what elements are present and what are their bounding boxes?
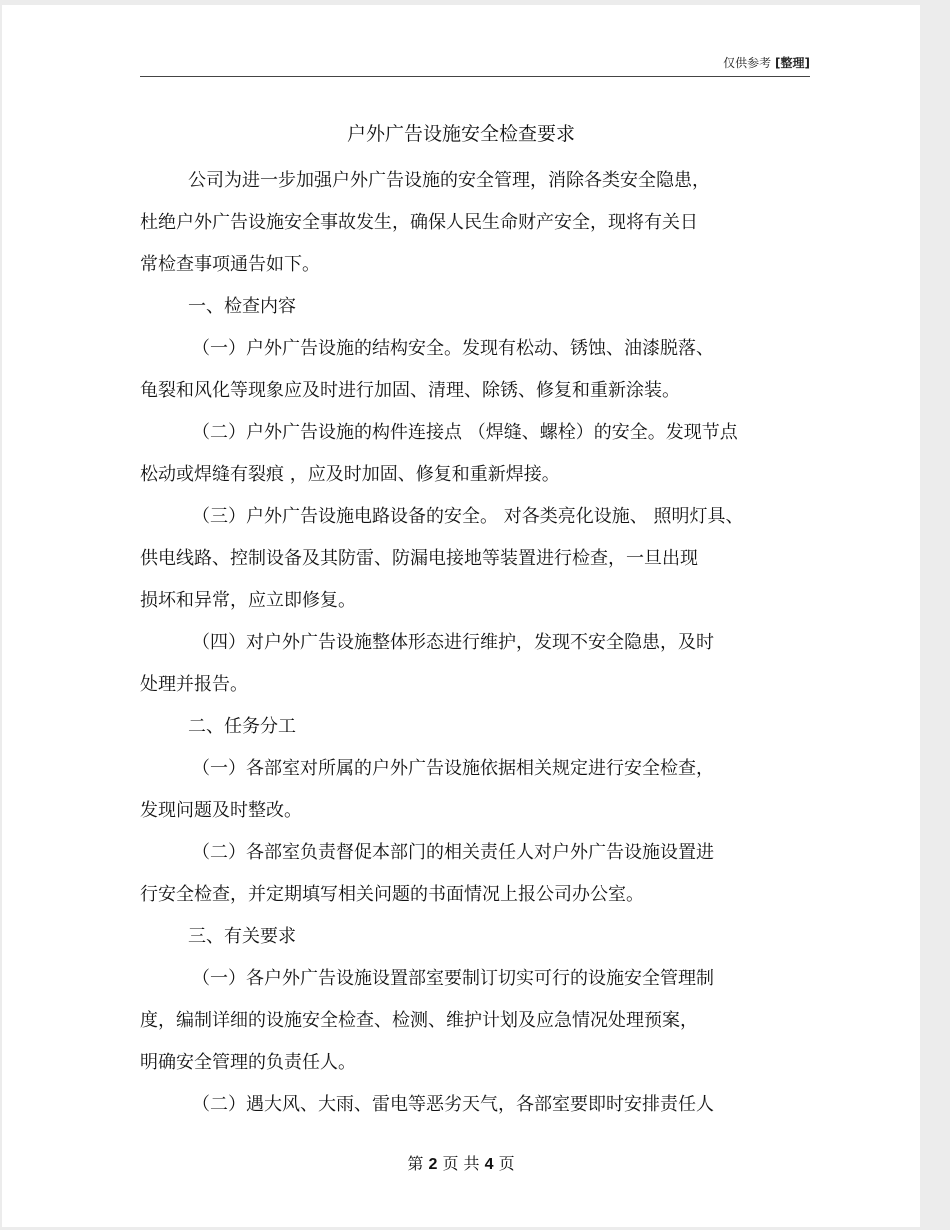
document-page xyxy=(2,5,920,1227)
text-line: （一）户外广告设施的结构安全。发现有松动、锈蚀、油漆脱落、 xyxy=(192,338,714,359)
text-line: 杜绝户外广告设施安全事故发生，确保人民生命财产安全，现将有关日 xyxy=(140,212,698,233)
footer-page-number: 2 xyxy=(428,1156,438,1173)
text-line: 龟裂和风化等现象应及时进行加固、清理、除锈、修复和重新涂装。 xyxy=(140,380,680,401)
text-line: 度，编制详细的设施安全检查、检测、维护计划及应急情况处理预案， xyxy=(140,1010,698,1031)
text-line: 处理并报告。 xyxy=(140,674,248,695)
text-line: （四）对户外广告设施整体形态进行维护，发现不安全隐患，及时 xyxy=(192,632,714,653)
text-line: 行安全检查，并定期填写相关问题的书面情况上报公司办公室。 xyxy=(140,884,644,905)
text-line: （二）户外广告设施的构件连接点 （焊缝、螺栓）的安全。发现节点 xyxy=(192,422,738,443)
page-footer xyxy=(2,1153,920,1176)
text-line: 三、有关要求 xyxy=(188,926,296,947)
text-line: （一）各部室对所属的户外广告设施依据相关规定进行安全检查， xyxy=(192,758,714,779)
text-line: （一）各户外广告设施设置部室要制订切实可行的设施安全管理制 xyxy=(192,968,714,989)
document-title: 户外广告设施安全检查要求 xyxy=(346,123,575,145)
footer-middle: 页 共 xyxy=(442,1154,480,1173)
footer-suffix: 页 xyxy=(498,1154,515,1173)
text-line: 松动或焊缝有裂痕 ，应及时加固、修复和重新焊接。 xyxy=(140,464,560,485)
document-body xyxy=(140,160,820,1126)
text-line: 明确安全管理的负责任人。 xyxy=(140,1052,356,1073)
header-note-text: 仅供参考 xyxy=(723,56,772,70)
text-line: （二）各部室负责督促本部门的相关责任人对户外广告设施设置进 xyxy=(192,842,714,863)
text-line: 供电线路、控制设备及其防雷、防漏电接地等装置进行检查，一旦出现 xyxy=(140,548,698,569)
text-line: 常检查事项通告如下。 xyxy=(140,254,320,275)
footer-prefix: 第 xyxy=(407,1154,424,1173)
header-note xyxy=(723,55,810,71)
text-line: 一、检查内容 xyxy=(188,296,296,317)
header-divider xyxy=(140,76,810,77)
text-line: 公司为进一步加强户外广告设施的安全管理，消除各类安全隐患， xyxy=(188,170,710,191)
text-line: 发现问题及时整改。 xyxy=(140,800,302,821)
text-line: 损坏和异常，应立即修复。 xyxy=(140,590,356,611)
footer-total-pages: 4 xyxy=(484,1156,494,1173)
text-line: （二）遇大风、大雨、雷电等恶劣天气，各部室要即时安排责任人 xyxy=(192,1094,714,1115)
header-note-bracket: [整理] xyxy=(775,56,810,70)
text-line: （三）户外广告设施电路设备的安全。 对各类亮化设施、 照明灯具、 xyxy=(192,506,744,527)
text-line: 二、任务分工 xyxy=(188,716,296,737)
